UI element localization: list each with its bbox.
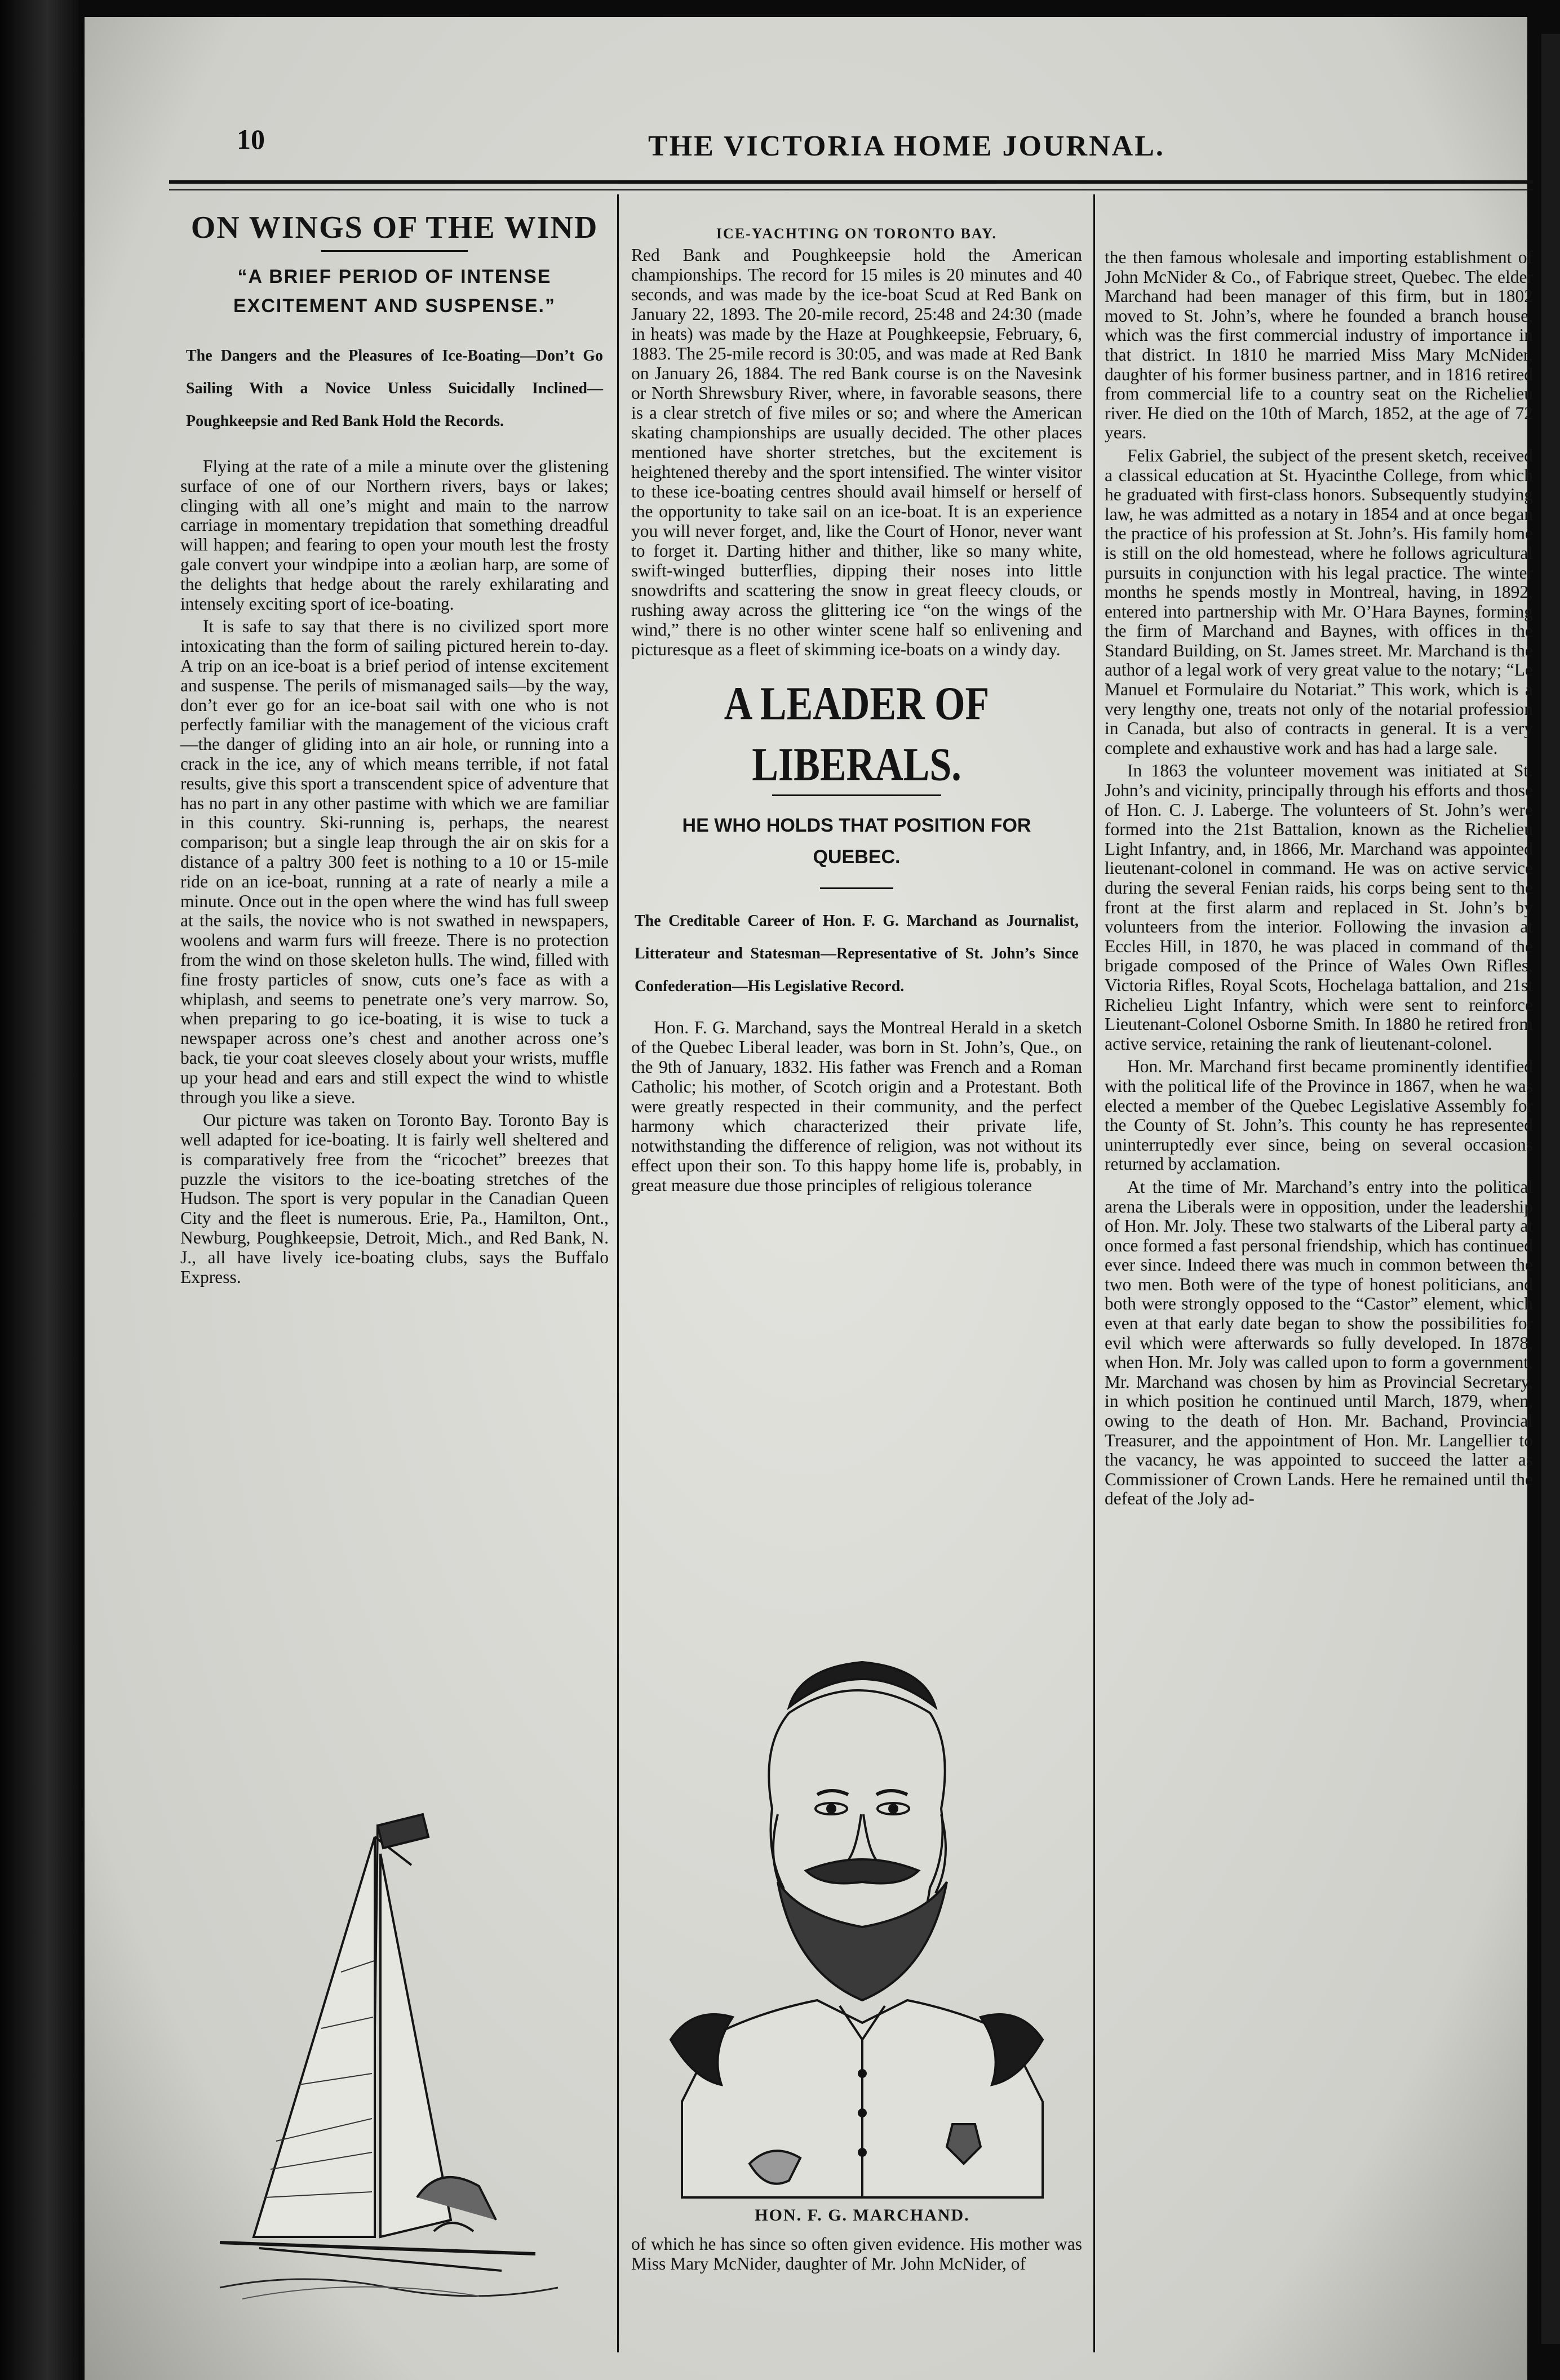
caption-ice-yachting: ICE-YACHTING ON TORONTO BAY. [716,225,998,242]
deck-wings: The Dangers and the Pleasures of Ice-Boating—Don’t Go Sailing With a Novice Unless Suicidally Inclined—Poughkeepsie and Red Bank Hold the Records. [186,347,603,430]
subhead-wings: “A BRIEF PERIOD OF INTENSE EXCITEMENT AND SUSPENSE.” [233,266,556,317]
page-edge-shadow [1541,34,1560,2344]
column-3 [1105,248,1533,1512]
column-divider-2 [1093,194,1095,2352]
page-number: 10 [237,123,265,155]
portrait-illustration [637,1645,1076,2203]
paragraph: At the time of Mr. Marchand’s entry into the political arena the Liberals were in opposition, under the leadership of Hon. Mr. Joly. These two stalwarts of the Liberal party at once formed a fast personal friendship, which has continued ever since. Indeed there was much in common between the two men. Both were of the type of honest politicians, and both were strongly opposed to the “Castor” element, which even at that early date began to show the possibilities for evil which were afterwards so fully developed. In 1878, when Hon. Mr. Joly was called upon to form a government, Mr. Marchand was chosen by him as Provincial Secretary, in which position he continued until March, 1879, when, owing to the death of Hon. Mr. Bachand, Provincial Treasurer, and the appointment of Hon. Mr. Langellier to the vacancy, he was appointed to succeed the latter as Commissioner of Crown Lands. Here he remained until the defeat of the Joly ad- [1105,1176,1533,1509]
after-portrait-text [631,2234,1082,2277]
column-2 [631,223,1082,1198]
ice-boat-illustration [186,1803,592,2310]
column-1 [180,208,609,1290]
portrait-caption-box [637,2206,1088,2225]
subhead-underline [820,887,893,889]
paragraph: Hon. F. G. Marchand, says the Montreal Herald in a sketch of the Quebec Liberal leader, was born in St. John’s, Que., on the 9th of January, 1832. His father was French and a Roman Catholic; his mother, of Scotch origin and a Protestant. Both were greatly respected in their community, and the perfect harmony which characterized their private life, notwithstanding the difference of religion, was not without its effect upon their son. To this happy home life is, probably, in great measure due those principles of religious tolerance [631,1018,1082,1195]
paragraph: Hon. Mr. Marchand first became prominently identified with the political life of the Province in 1867, when he was elected a member of the Quebec Legislative Assembly for the County of St. John’s. This county he has represented uninterruptedly ever since, being on several occasions returned by acclamation. [1105,1056,1533,1174]
paragraph: In 1863 the volunteer movement was initiated at St. John’s and vicinity, principally through his efforts and those of Hon. C. J. Laberge. The volunteers of St. John’s were formed into the 21st Battalion, known as the Richelieu Light Infantry, and, in 1866, Mr. Marchand was appointed lieutenant-colonel in command. He was on active service during the several Fenian raids, his corps being sent to the front at the first alarm and replaced in St. John’s by volunteers from the interior. Following the invasion at Eccles Hill, in 1870, he was placed in command of the brigade composed of the Prince of Wales Own Rifles, Victoria Rifles, Royal Scots, Hochelaga battalion, and 21st Richelieu Light Infantry, which were sent to reinforce Lieutenant-Colonel Osborne Smith. In 1880 he retired from active service, retaining the rank of lieutenant-colonel. [1105,761,1533,1054]
masthead: THE VICTORIA HOME JOURNAL. [648,130,1165,162]
paragraph: of which he has since so often given evidence. His mother was Miss Mary McNider, daughter of Mr. John McNider, of [631,2234,1082,2274]
paragraph: Felix Gabriel, the subject of the present sketch, received a classical education at St. Hyacinthe College, from which he graduated with first-class honors. Subsequently studying law, he was admitted as a notary in 1854 and at once began the practice of his profession at St. John’s. His family home is still on the old homestead, where he follows agricultural pursuits in conjunction with his legal practice. The winter months he spends mostly in Montreal, having, in 1892, entered into partnership with Mr. O’Hara Baynes, forming the firm of Marchand and Baynes, with offices in the Standard Building, on St. James street. Mr. Marchand is the author of a legal work of very great value to the notary; “Le Manuel et Formulaire du Notariat.” This work, which is a very lengthy one, treats not only of the notarial profession in Canada, but also of contracts in general. It is a very complete and exhaustive work and has had a large sale. [1105,445,1533,758]
paragraph: Flying at the rate of a mile a minute over the glistening surface of one of our Northern rivers, bays or lakes; clinging with all one’s might and main to the narrow carriage in momentary trepidation that something dreadful will happen; and fearing to open your mouth lest the frosty gale convert your windpipe into a æolian harp, are some of the delights that hedge about the rarely exhilarating and intensely exciting sport of ice-boating. [180,456,609,614]
paragraph: Red Bank and Poughkeepsie hold the American championships. The record for 15 miles is 20 minutes and 40 seconds, and was made by the ice-boat Scud at Red Bank on January 22, 1893. The 20-mile record, 25:48 and 24:30 (made in heats) was made by the Haze at Poughkeepsie, February, 6, 1883. The 25-mile record is 30:05, and was made at Red Bank on January 26, 1884. The red Bank course is on the Navesink or North Shrewsbury River, where, in favorable seasons, there is a clear stretch of five miles or so; and where the American skating championships are usually decided. The other places mentioned have shorter stretches, but the excitement is heightened thereby and the sport intensified. The winter visitor to these ice-boating centres should avail himself or herself of the opportunity to take sail on an ice-boat. It is an experience you will never forget, and, like the Court of Honor, never want to forget it. Darting hither and thither, like so many white, swift-winged butterflies, dipping their noses into little snowdrifts and scattering the snow in great fleecy clouds, or rushing away across the glittering ice “on the wings of the wind,” there is no other winter scene half so enlivening and picturesque as a fleet of skimming ice-boats on a windy day. [631,245,1082,659]
header-rule [169,180,1533,184]
portrait-caption: HON. F. G. MARCHAND. [755,2206,970,2224]
column-divider-1 [617,194,619,2352]
headline-wings: ON WINGS OF THE WIND [190,210,599,245]
deck-leader: The Creditable Career of Hon. F. G. Marchand as Journalist, Litterateur and Statesman—Representative of St. John’s Since Confederation—His Legislative Record. [635,912,1079,995]
subhead-leader: HE WHO HOLDS THAT POSITION FOR QUEBEC. [682,815,1031,868]
headline-leader: A LEADER OF LIBERALS. [724,678,990,791]
paragraph: Our picture was taken on Toronto Bay. Toronto Bay is well adapted for ice-boating. It is fairly well sheltered and is comparatively free from the “ricochet” breezes that puzzle the visitors to the ice-boating stretches of the Hudson. The sport is very popular in the Canadian Queen City and the fleet is numerous. Erie, Pa., Hamilton, Ont., Newburg, Poughkeepsie, Detroit, Mich., and Red Bank, N. J., all have lively ice-boating clubs, says the Buffalo Express. [180,1110,609,1287]
header-rule-thin [169,189,1533,190]
book-spine [0,0,79,2380]
paragraph: the then famous wholesale and importing establishment of John McNider & Co., of Fabrique street, Quebec. The elder Marchand had been manager of this firm, but in 1802 moved to St. John’s, where he founded a branch house, which was the first commercial industry of importance in that district. In 1810 he married Miss Mary McNider, daughter of his former business partner, and in 1816 retired from commercial life to a country seat on the Richelieu river. He died on the 10th of March, 1852, at the age of 72 years. [1105,247,1533,443]
paragraph: It is safe to say that there is no civilized sport more intoxicating than the form of sailing pictured herein to-day. A trip on an ice-boat is a brief period of intense excitement and suspense. The perils of mismanaged sails—by the way, don’t ever go for an ice-boat sail with one who is not perfectly familiar with the management of the vicious craft—the danger of gliding into an air hole, or running into a crack in the ice, any of which means terrible, if not fatal results, give this sport a transcendent spice of adventure that has no part in any other pastime with which we are familiar in this country. Ski-running is, perhaps, the nearest comparison; but a single leap through the air on skis for a distance of a paltry 300 feet is nothing to a 10 or 15-mile ride on an ice-boat, running at a rate of nearly a mile a minute. Once out in the open where the wind has full sweep at the sails, the novice who is not swathed in newspapers, woolens and warm furs will freeze. There is no protection from the wind on those skeleton hulls. The wind, filled with fine frosty particles of snow, cuts one’s face as with a whiplash, and seems to penetrate one’s very marrow. So, when preparing to go ice-boating, it is wise to tuck a newspaper across one’s chest and another across one’s back, tie your coat sleeves closely about your wrists, muffle up your head and ears and still expect the wind to whistle through you like a sieve. [180,616,609,1107]
headline-underline [321,250,468,252]
